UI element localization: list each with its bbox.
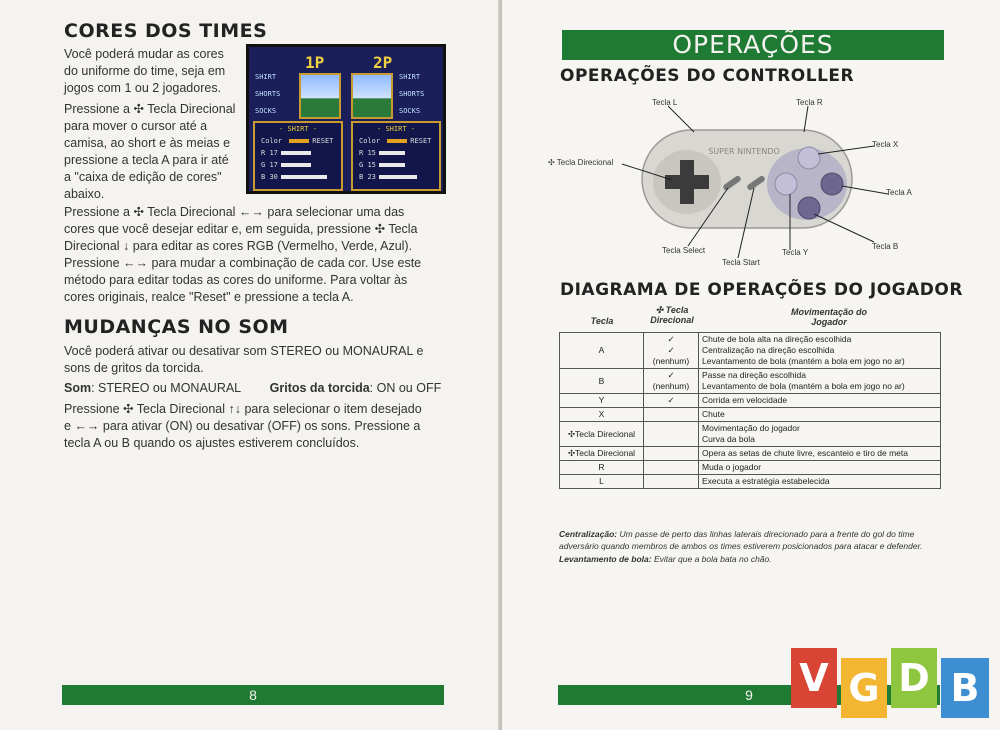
som-label: Som — [64, 381, 92, 395]
som-intro — [64, 343, 454, 377]
watermark-letter-b: B — [941, 658, 989, 718]
cell-dir — [644, 461, 699, 475]
cell-dir: ✓ ✓ (nenhum) — [644, 333, 699, 369]
text-line: para mover o cursor até a — [64, 119, 208, 133]
rgb-row: B 23 — [353, 171, 439, 183]
button-y — [775, 173, 797, 195]
label-tecla-a: Tecla A — [886, 188, 912, 197]
gritos-label: Gritos da torcida — [269, 381, 370, 395]
header-tecla-direcional: ✣ Tecla Direcional — [650, 305, 694, 325]
note-centralizacao — [559, 528, 949, 552]
label-tecla-b: Tecla B — [872, 242, 899, 251]
text-line: e ←→ para ativar (ON) ou desativar (OFF) os sons. Pressione a — [64, 419, 421, 433]
title-cores-dos-times: CORES DOS TIMES — [64, 20, 268, 42]
header-movimentacao: Movimentação do Jogador — [790, 307, 867, 327]
screen-1p-label: 1P — [305, 53, 325, 72]
screen-2p-label: 2P — [373, 53, 393, 72]
menu-item: SHORTS — [255, 90, 281, 98]
text-line: Pressione ←→ para mudar a combinação de cada cor. Use este — [64, 256, 422, 270]
table-row — [560, 408, 941, 422]
button-a — [821, 173, 843, 195]
cell-move: Muda o jogador — [699, 461, 941, 475]
text-line: cores que você desejar editar e, em seguida, pressione ✣ Tecla — [64, 222, 418, 236]
label-tecla-select: Tecla Select — [662, 246, 706, 255]
note-label: Centralização: — [559, 529, 618, 539]
note-text: adversário quando membros de ambos os times estiverem posicionados para atacar e defender. — [559, 541, 923, 551]
label-tecla-x: Tecla X — [872, 140, 899, 149]
label-tecla-start: Tecla Start — [722, 258, 760, 267]
cell-move: Chute — [699, 408, 941, 422]
text-line: a "caixa de edição de cores" — [64, 170, 222, 184]
table-row — [560, 447, 941, 461]
color-edit-box-2p — [351, 121, 441, 191]
color-edit-box-1p — [253, 121, 343, 191]
right-page — [502, 0, 1000, 730]
label-tecla-y: Tecla Y — [782, 248, 809, 257]
text-line: sons de gritos da torcida. — [64, 361, 204, 375]
cell-move: Opera as setas de chute livre, escanteio e tiro de meta — [699, 447, 941, 461]
table-row — [560, 333, 941, 369]
cell-key: Y — [560, 394, 644, 408]
cell-key: ✣Tecla Direcional — [560, 422, 644, 447]
label-tecla-direcional: ✣ Tecla Direcional — [548, 158, 614, 167]
text-line: abaixo. — [64, 187, 105, 201]
snes-controller-diagram — [502, 92, 1000, 270]
title-operacoes-controller: OPERAÇÕES DO CONTROLLER — [560, 66, 855, 86]
leader-l — [668, 106, 694, 132]
controller-brand: SUPER NINTENDO — [708, 147, 780, 156]
text-line: Pressione ✣ Tecla Direcional ↑↓ para selecionar o item desejado — [64, 402, 422, 416]
text-line: do uniforme do time, seja em — [64, 64, 226, 78]
table-row — [560, 461, 941, 475]
header-tecla: Tecla — [590, 316, 614, 326]
text-line: Pressione a ✣ Tecla Direcional ←→ para selecionar uma das — [64, 205, 405, 219]
box-title: - SHIRT - — [279, 125, 317, 133]
title-diagrama: DIAGRAMA DE OPERAÇÕES DO JOGADOR — [560, 280, 963, 300]
operations-table — [559, 332, 941, 489]
cell-key: ✣Tecla Direcional — [560, 447, 644, 461]
cell-move: Chute de bola alta na direção escolhida Centralização na direção escolhida Levantamento de bola (mantém a bola em jogo no ar) — [699, 333, 941, 369]
cell-move: Executa a estratégia estabelecida — [699, 475, 941, 489]
som-value: : STEREO ou MONAURAL — [91, 381, 241, 395]
cell-dir: ✓ (nenhum) — [644, 369, 699, 394]
som-options — [64, 380, 454, 397]
rgb-row: G 15 — [353, 159, 439, 171]
game-screenshot — [246, 44, 446, 194]
text-line: jogos com 1 ou 2 jogadores. — [64, 81, 222, 95]
leader-r — [804, 106, 808, 132]
table-row — [560, 369, 941, 394]
text-line: pressione a tecla A para ir até — [64, 153, 229, 167]
dpad-horizontal — [665, 175, 709, 189]
label-tecla-r: Tecla R — [796, 98, 823, 107]
menu-item: SOCKS — [255, 107, 277, 115]
text-line: tecla A ou B quando os ajustes estiverem concluídos. — [64, 436, 360, 450]
note-levantamento — [559, 553, 949, 565]
cores-instructions — [64, 204, 454, 306]
cores-intro — [64, 46, 244, 203]
gritos-value: : ON ou OFF — [369, 381, 442, 395]
text-line: método para editar todas as cores do uniforme. Para voltar às — [64, 273, 408, 287]
table-row — [560, 475, 941, 489]
page-number-bar — [62, 685, 444, 705]
cell-key: L — [560, 475, 644, 489]
table-row — [560, 422, 941, 447]
cell-key: A — [560, 333, 644, 369]
cell-dir — [644, 475, 699, 489]
cell-key: B — [560, 369, 644, 394]
rgb-row: G 17 — [255, 159, 341, 171]
cell-dir: ✓ — [644, 394, 699, 408]
cell-dir — [644, 447, 699, 461]
box-title: - SHIRT - — [377, 125, 415, 133]
color-row: Color RESET — [261, 137, 334, 145]
note-text: Evitar que a bola bata no chão. — [651, 554, 772, 564]
screen-menu-left — [255, 69, 280, 120]
text-line: Você poderá ativar ou desativar som STEREO ou MONAURAL e — [64, 344, 424, 358]
watermark-letter-g: G — [841, 658, 887, 718]
som-instructions — [64, 401, 454, 452]
page-number: 9 — [745, 687, 753, 703]
screen-menu-right — [399, 69, 424, 120]
cell-key: R — [560, 461, 644, 475]
rgb-row: R 15 — [353, 147, 439, 159]
table-row — [560, 394, 941, 408]
operacoes-banner: OPERAÇÕES — [562, 30, 944, 60]
text-line: Direcional ↓ para editar as cores RGB (Vermelho, Verde, Azul). — [64, 239, 413, 253]
button-x — [798, 147, 820, 169]
watermark-letter-d: D — [891, 648, 937, 708]
cell-move: Passe na direção escolhida Levantamento de bola (mantém a bola em jogo no ar) — [699, 369, 941, 394]
color-row: Color RESET — [359, 137, 432, 145]
leader-b — [814, 214, 874, 242]
rgb-row: R 17 — [255, 147, 341, 159]
menu-item: SHIRT — [255, 73, 277, 81]
note-text: Um passe de perto das linhas laterais direcionado para a frente do gol do time — [617, 529, 915, 539]
player-2-sprite — [351, 73, 393, 119]
text-line: camisa, ao short e às meias e — [64, 136, 231, 150]
menu-item: SOCKS — [399, 107, 421, 115]
cell-move: Corrida em velocidade — [699, 394, 941, 408]
cell-key: X — [560, 408, 644, 422]
text-line: Pressione a ✣ Tecla Direcional — [64, 102, 236, 116]
note-label: Levantamento de bola: — [559, 554, 652, 564]
cell-move: Movimentação do jogador Curva da bola — [699, 422, 941, 447]
watermark-letter-v: V — [791, 648, 837, 708]
rgb-row: B 30 — [255, 171, 341, 183]
text-line: Você poderá mudar as cores — [64, 47, 224, 61]
player-1-sprite — [299, 73, 341, 119]
cell-dir — [644, 408, 699, 422]
menu-item: SHIRT — [399, 73, 421, 81]
page-number: 8 — [249, 687, 257, 703]
title-mudancas-no-som: MUDANÇAS NO SOM — [64, 316, 289, 338]
label-tecla-l: Tecla L — [652, 98, 678, 107]
text-line: cores originais, realce "Reset" e pressione a tecla A. — [64, 290, 354, 304]
cell-dir — [644, 422, 699, 447]
menu-item: SHORTS — [399, 90, 425, 98]
